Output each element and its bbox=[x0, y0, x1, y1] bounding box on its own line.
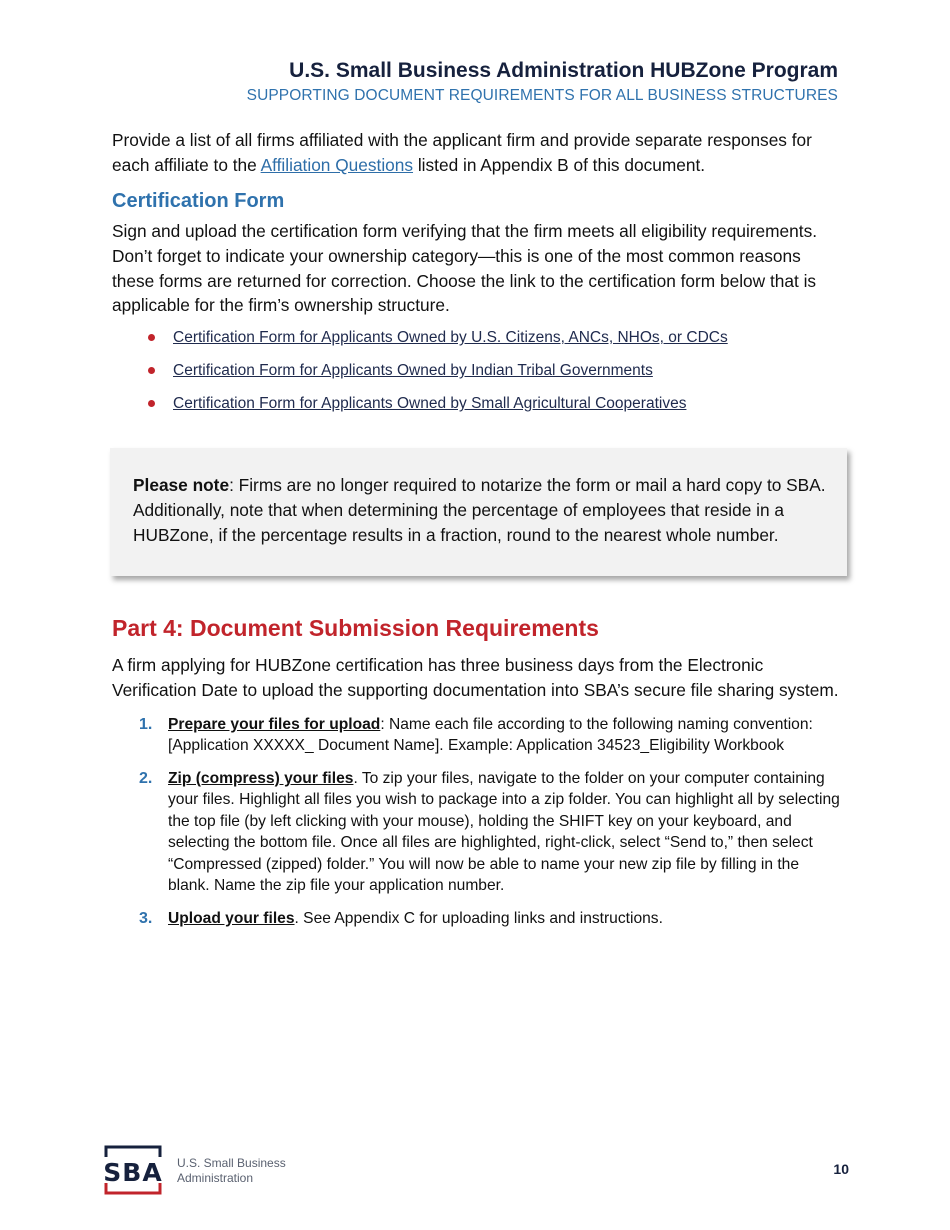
step-number: 2. bbox=[139, 769, 153, 787]
step-lead: Prepare your files for upload bbox=[168, 715, 381, 733]
footer-org-name bbox=[177, 1156, 286, 1186]
note-label: Please note bbox=[133, 475, 230, 495]
bullet-icon bbox=[148, 334, 155, 341]
affiliation-questions-link[interactable]: Affiliation Questions bbox=[260, 154, 414, 175]
note-paragraph bbox=[133, 473, 833, 547]
certification-link-citizens[interactable]: Certification Form for Applicants Owned by U.S. Citizens, ANCs, NHOs, or CDCs bbox=[173, 329, 728, 347]
page-header bbox=[247, 58, 838, 107]
step-text: : Name each file according to the following naming convention: [Application XXXXX_ Document Name]. Example: Application 34523_Eligibility Workbook bbox=[168, 715, 813, 755]
sba-logo bbox=[102, 1144, 164, 1196]
page-number: 10 bbox=[833, 1161, 849, 1177]
list-item bbox=[112, 393, 840, 426]
submission-steps-list bbox=[112, 714, 840, 930]
step-number: 3. bbox=[139, 909, 153, 927]
step-number: 1. bbox=[139, 715, 153, 733]
certification-body: Sign and upload the certification form verifying that the firm meets all eligibility requirements. Don’t forget to indicate your ownership category—this is one of the most common reasons these forms are returned for correction. Choose the link to the certification form below that is applicable for the firm’s ownership structure. bbox=[112, 221, 818, 316]
list-item bbox=[112, 327, 840, 360]
please-note-box bbox=[110, 448, 847, 576]
header-subtitle: SUPPORTING DOCUMENT REQUIREMENTS FOR ALL BUSINESS STRUCTURES bbox=[246, 87, 838, 104]
org-line-2: Administration bbox=[177, 1171, 254, 1185]
certification-heading: Certification Form bbox=[112, 190, 285, 212]
list-item bbox=[112, 908, 840, 930]
part4-section bbox=[112, 613, 840, 940]
step-text: . To zip your files, navigate to the folder on your computer containing your files. Highlight all files you wish to package into a zip folder. You can highlight all by selecting the top file (by left clicking with your mouse), holding the SHIFT key on your keyboard, and selecting the bottom file. Once all files are highlighted, right-click, select “Send to,” then select “Compressed (zipped) folder.” You will now be able to name your new zip file by filling in the blank. Name the zip file your application number. bbox=[168, 769, 840, 895]
step-text: . See Appendix C for uploading links and instructions. bbox=[294, 909, 663, 927]
header-title: U.S. Small Business Administration HUBZone Program bbox=[289, 59, 838, 82]
step-lead: Upload your files bbox=[168, 909, 295, 927]
certification-link-tribal[interactable]: Certification Form for Applicants Owned by Indian Tribal Governments bbox=[173, 362, 653, 380]
bullet-icon bbox=[148, 400, 155, 407]
certification-links-list bbox=[112, 327, 840, 426]
step-lead: Zip (compress) your files bbox=[168, 769, 354, 787]
org-line-1: U.S. Small Business bbox=[177, 1156, 286, 1170]
intro-section bbox=[112, 128, 840, 178]
list-item bbox=[112, 360, 840, 393]
certification-section bbox=[112, 188, 840, 426]
note-text: : Firms are no longer required to notarize the form or mail a hard copy to SBA. Additionally, note that when determining the percentage of employees that reside in a HUBZone, if the percentage results in a fraction, round to the nearest whole number. bbox=[133, 475, 826, 545]
bullet-icon bbox=[148, 367, 155, 374]
part4-heading: Part 4: Document Submission Requirements bbox=[112, 615, 599, 641]
sba-logo-text: SBA bbox=[103, 1158, 163, 1187]
intro-paragraph bbox=[112, 128, 840, 178]
list-item bbox=[112, 768, 840, 897]
intro-text-before: Provide a list of all firms affiliated with the applicant firm and provide separate responses for each affiliate to the bbox=[112, 130, 812, 175]
list-item bbox=[112, 714, 840, 757]
part4-body: A firm applying for HUBZone certification has three business days from the Electronic Verification Date to upload the supporting documentation into SBA’s secure file sharing system. bbox=[112, 655, 839, 700]
intro-text-after: listed in Appendix B of this document. bbox=[413, 154, 706, 175]
certification-link-cooperatives[interactable]: Certification Form for Applicants Owned by Small Agricultural Cooperatives bbox=[173, 395, 687, 413]
